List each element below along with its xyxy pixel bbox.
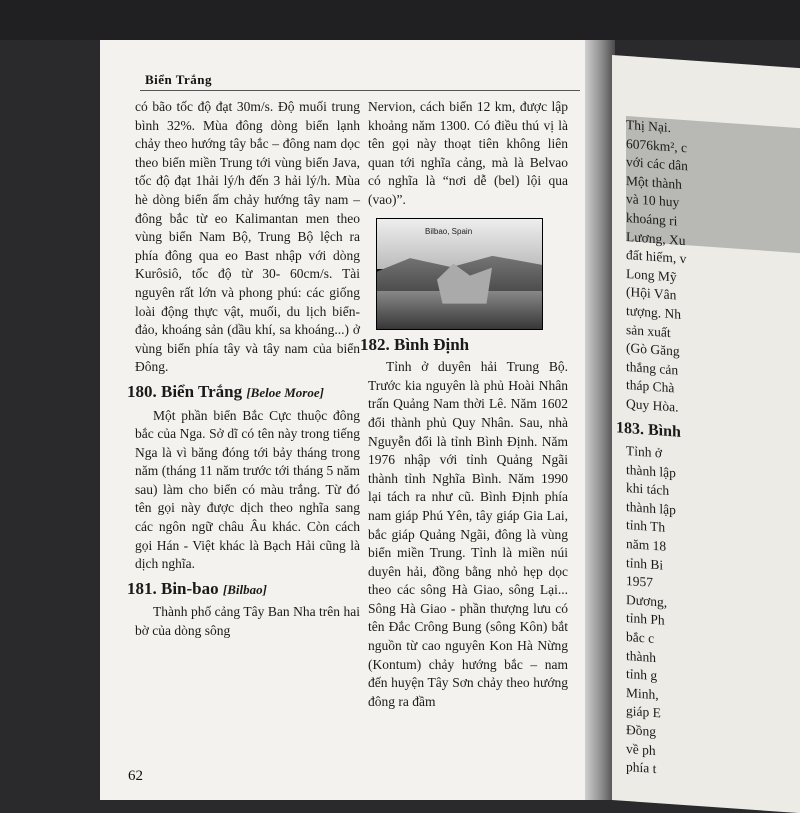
right-page: [612, 55, 800, 813]
right-page-line: với các dân: [626, 154, 688, 174]
book-spine: [585, 40, 615, 800]
entry-181-text: Thành phố cảng Tây Ban Nha trên hai bờ của dòng sông: [135, 604, 360, 639]
right-page-line: tỉnh Ph: [626, 610, 665, 629]
entry-182-text: Tỉnh ở duyên hải Trung Bộ. Trước kia nguyên là phủ Hoài Nhân trấn Quảng Nam thời Lê. Năm 1602 đổi thành phủ Quy Nhân. Sau, nhà Nguyễn đổi là tỉnh Bình Định. Năm 1976 nhập với tỉnh Quảng Ngãi thành tỉnh Nghĩa Bình. Năm 1990 lại tách ra như cũ. Bình Định phía nam giáp Phú Yên, tây giáp Gia Lai, bắc giáp Quảng Ngãi, đông là vùng biển miền Trung. Tỉnh là miền núi duyên hải, đồng bằng nhỏ hẹp dọc theo các sông Hà Giao, sông Lại... Sông Hà Giao - phần thượng lưu có tên Đắc Crông Bung (sông Kôn) bắt nguồn từ cao nguyên Kon Hà Nừng (Kontum) chảy hướng bắc – nam đến huyện Tây Sơn chảy theo hướng đông ra đầm: [368, 359, 568, 709]
right-page-line: Tỉnh ở: [626, 443, 663, 461]
right-page-line: Quy Hòa.: [626, 395, 679, 415]
bilbao-photo: [376, 218, 543, 330]
entry-name: Bình Định: [394, 334, 470, 354]
right-page-line: phía t: [626, 759, 657, 777]
photo-caption: Bilbao, Spain: [425, 226, 473, 236]
right-page-line: 1957: [626, 573, 653, 591]
right-page-line: khoáng ri: [626, 209, 678, 229]
right-page-line: và 10 huy: [626, 191, 680, 211]
right-page-line: Long Mỹ: [626, 265, 677, 285]
header-rule: [140, 90, 580, 91]
right-page-column: [616, 116, 796, 789]
entry-183-title: 183. Bình: [616, 418, 681, 441]
right-page-line: Thị Nại.: [626, 116, 671, 136]
right-page-line: thành: [626, 647, 656, 665]
right-page-line: thắng cản: [626, 358, 679, 378]
page-number: 62: [128, 768, 143, 784]
left-page: [100, 40, 585, 800]
right-page-line: về ph: [626, 740, 656, 758]
right-page-line: Lương, Xu: [626, 228, 686, 248]
right-page-line: (Hội Vân: [626, 284, 677, 303]
right-page-line: tượng. Nh: [626, 302, 681, 322]
entry-latin-name: [Bilbao]: [222, 581, 267, 597]
entry-name: Bin-bao: [161, 578, 219, 598]
right-page-bottom-lines: [626, 442, 796, 789]
right-page-line: Đồng: [626, 721, 656, 740]
right-column: [360, 98, 568, 711]
entry-latin-name: [Beloe Moroe]: [246, 384, 324, 400]
right-page-line: tỉnh g: [626, 666, 658, 684]
background-top: [0, 0, 800, 40]
right-page-top-lines: [626, 116, 796, 425]
continued-paragraph: Nervion, cách biển 12 km, được lập khoảng năm 1300. Có điều thú vị là tên gọi này thoạt tiên không liên quan tới nghĩa cảng, mà là Belvao có nghĩa là “nơi dễ (bel) lội qua (vao)”.: [368, 99, 568, 207]
right-page-line: Một thành: [626, 172, 682, 192]
left-column: [127, 98, 360, 641]
intro-paragraph: có bão tốc độ đạt 30m/s. Độ muối trung bình 32%. Mùa đông dòng biển lạnh chảy theo hướng tây bắc – đông nam dọc theo biển miền Trung tới vùng biển Java, tốc độ đạt 1hải lý/h đến 3 hải lý/h. Mùa hè dòng biển ấm chảy hướng tây nam – đông bắc từ eo Kalimantan men theo vùng biển Nam Bộ, Trung Bộ lệch ra phía đông qua eo Bast nhập với dòng Kurôsiô, tốc độ từ 30- 60cm/s. Tài nguyên rất lớn và phong phú: các giống loài động thực vật, muối, du lịch biển- đảo, khoáng sản (dầu khí, sa khoáng...) ở vùng biển phía tây và tây nam của biển Đông.: [135, 99, 360, 375]
entry-number: 182.: [360, 334, 390, 354]
right-page-line: năm 18: [626, 536, 667, 554]
right-page-line: (Gò Găng: [626, 340, 680, 359]
entry-number: 180.: [127, 381, 157, 401]
right-page-line: giáp E: [626, 703, 661, 721]
entry-180-text: Một phần biển Bắc Cực thuộc đông bắc của Nga. Sở dĩ có tên này trong tiếng Nga là vì băng đóng tới bảy tháng trong năm (tháng 11 năm trước tới tháng 5 năm sau) làm cho biển có màu trắng. Từ đó tên gọi này được dịch theo nghĩa sang các ngôn ngữ châu Âu khác. Còn cách gọi Hán - Việt khác là Bạch Hải cũng là dịch nghĩa.: [135, 407, 360, 572]
right-page-line: bắc c: [626, 629, 655, 646]
right-page-line: thành lập: [626, 498, 676, 518]
right-page-line: sản xuất: [626, 321, 671, 340]
running-header: Biển Trắng: [145, 72, 213, 87]
entry-name: Biển Trắng: [161, 381, 243, 401]
right-page-line: tỉnh Th: [626, 517, 666, 536]
right-page-line: Dương,: [626, 591, 668, 610]
right-page-line: khi tách: [626, 480, 670, 499]
entry-number: 181.: [127, 578, 157, 598]
right-page-line: Minh,: [626, 684, 659, 703]
entry-182-title: [360, 336, 568, 355]
right-page-line: tỉnh Bi: [626, 554, 664, 573]
right-page-line: đất hiếm, v: [626, 247, 687, 267]
right-page-line: tháp Chà: [626, 377, 675, 396]
entry-181-title: [127, 580, 360, 600]
right-page-line: thành lập: [626, 461, 676, 481]
right-page-line: 6076km², c: [626, 135, 688, 155]
entry-180-title: [127, 383, 360, 403]
